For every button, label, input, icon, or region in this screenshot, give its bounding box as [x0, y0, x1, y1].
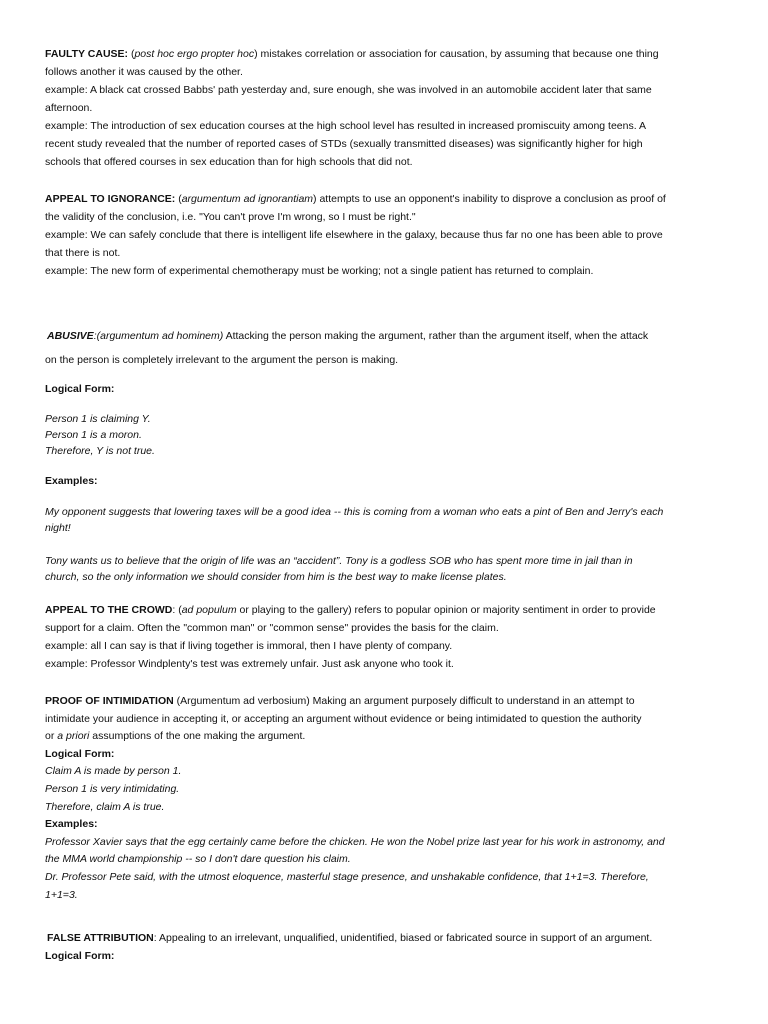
- intimidation-example-1-cont: the MMA world championship -- so I don't dare question his claim.: [45, 853, 351, 866]
- abusive-title: ABUSIVE: [47, 330, 94, 342]
- section-appeal-to-ignorance: [45, 190, 729, 280]
- faulty-cause-example-2-cont2: schools that offered courses in sex education than for high schools that did not.: [45, 156, 413, 168]
- section-proof-of-intimidation: [45, 693, 729, 904]
- intimidation-form-line-1: Claim A is made by person 1.: [45, 765, 182, 778]
- intimidation-definition-cont: intimidate your audience in accepting it, or accepting an argument without evidence or being intimidated to question the authority: [45, 712, 642, 725]
- abusive-logical-form: [45, 411, 729, 459]
- ignorance-definition: APPEAL TO IGNORANCE: (argumentum ad ignorantiam) attempts to use an opponent's inability to disprove a conclusion as proof of: [45, 193, 666, 205]
- faulty-cause-example-2-cont: recent study revealed that the number of reported cases of STDs (sexually transmitted diseases) was significantly higher for high: [45, 138, 643, 150]
- intimidation-example-1: Professor Xavier says that the egg certainly came before the chicken. He won the Nobel prize last year for his work in astronomy, and: [45, 835, 665, 848]
- faulty-cause-definition-cont: follows another it was caused by the other.: [45, 66, 243, 78]
- crowd-example-2: example: Professor Windplenty's test was extremely unfair. Just ask anyone who took it.: [45, 658, 454, 670]
- false-attribution-title: FALSE ATTRIBUTION: [47, 932, 154, 944]
- section-appeal-to-crowd: [45, 601, 729, 673]
- abusive-examples-label: Examples:: [45, 475, 98, 487]
- faulty-cause-latin: post hoc ergo propter hoc: [134, 48, 255, 60]
- abusive-logical-form-label: Logical Form:: [45, 383, 115, 395]
- crowd-latin: ad populum: [181, 604, 237, 616]
- abusive-form-line-3: Therefore, Y is not true.: [45, 445, 155, 457]
- false-attribution-definition: FALSE ATTRIBUTION: Appealing to an irrelevant, unqualified, unidentified, biased or fabricated source in support of an argument.: [47, 932, 653, 944]
- abusive-definition: ABUSIVE:(argumentum ad hominem) Attacking the person making the argument, rather than the argument itself, when the attack: [47, 330, 649, 342]
- faulty-cause-title: FAULTY CAUSE:: [45, 48, 129, 60]
- intimidation-example-2-cont: 1+1=3.: [45, 888, 78, 901]
- section-abusive: [47, 327, 731, 345]
- abusive-latin: :(argumentum ad hominem): [93, 330, 224, 342]
- intimidation-form-line-2: Person 1 is very intimidating.: [45, 782, 180, 795]
- ignorance-definition-cont: the validity of the conclusion, i.e. "You can't prove I'm wrong, so I must be right.": [45, 211, 416, 223]
- ignorance-latin: argumentum ad ignorantiam: [181, 193, 314, 205]
- section-false-attribution: [47, 929, 731, 947]
- intimidation-example-2: Dr. Professor Pete said, with the utmost eloquence, masterful stage presence, and unshakable confidence, that 1+1=3. Therefore,: [45, 870, 649, 883]
- false-attribution-logical-form-label: Logical Form:: [45, 950, 115, 962]
- ignorance-example-1-cont: that there is not.: [45, 247, 121, 259]
- section-faulty-cause: [45, 45, 729, 171]
- crowd-title: APPEAL TO THE CROWD: [45, 604, 173, 616]
- ignorance-example-2: example: The new form of experimental chemotherapy must be working; not a single patient has returned to complain.: [45, 265, 594, 277]
- abusive-form-line-2: Person 1 is a moron.: [45, 429, 142, 441]
- faulty-cause-definition: FAULTY CAUSE: (post hoc ergo propter hoc) mistakes correlation or association for causation, by assuming that because one thing: [45, 48, 659, 60]
- faulty-cause-example-1: example: A black cat crossed Babbs' path yesterday and, sure enough, she was involved in an automobile accident later that same: [45, 84, 652, 96]
- intimidation-examples-label: Examples:: [45, 818, 98, 831]
- crowd-example-1: example: all I can say is that if living together is immoral, then I have plenty of company.: [45, 640, 453, 652]
- intimidation-logical-form-label: Logical Form:: [45, 747, 115, 760]
- abusive-example-1: My opponent suggests that lowering taxes will be a good idea -- this is coming from a woman who eats a pint of Ben and Jerry's each night!: [45, 506, 664, 534]
- abusive-definition-cont: on the person is completely irrelevant to the argument the person is making.: [45, 354, 399, 366]
- faulty-cause-example-2: example: The introduction of sex education courses at the high school level has resulted in increased promiscuity among teens. A: [45, 120, 646, 132]
- intimidation-title: PROOF OF INTIMIDATION: [45, 695, 174, 707]
- abusive-example-2: Tony wants us to believe that the origin of life was an “accident”. Tony is a godless SOB who has spent more time in jail than in church, so the only information we should consider from him is the best way to make license plates.: [45, 555, 633, 583]
- ignorance-example-1: example: We can safely conclude that there is intelligent life elsewhere in the galaxy, because thus far no one has been able to prove: [45, 229, 663, 241]
- ignorance-title: APPEAL TO IGNORANCE:: [45, 193, 176, 205]
- intimidation-form-line-3: Therefore, claim A is true.: [45, 800, 165, 813]
- intimidation-definition-cont2: or a priori assumptions of the one making the argument.: [45, 730, 306, 743]
- faulty-cause-example-1-cont: afternoon.: [45, 102, 93, 114]
- intimidation-definition: PROOF OF INTIMIDATION (Argumentum ad verbosium) Making an argument purposely difficult to understand in an attempt to: [45, 695, 635, 707]
- crowd-definition-cont: support for a claim. Often the "common man" or "common sense" provides the basis for the claim.: [45, 622, 499, 634]
- abusive-form-line-1: Person 1 is claiming Y.: [45, 413, 151, 425]
- crowd-definition: APPEAL TO THE CROWD: (ad populum or playing to the gallery) refers to popular opinion or majority sentiment in order to provide: [45, 604, 656, 616]
